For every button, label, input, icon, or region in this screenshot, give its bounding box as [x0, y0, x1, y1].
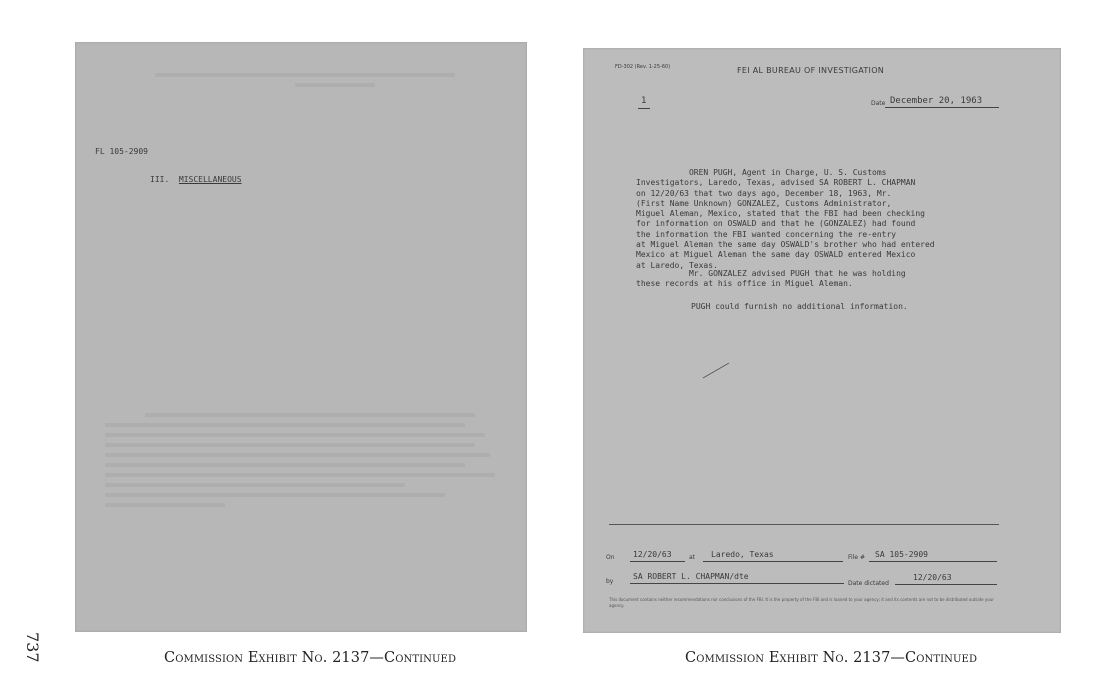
- section-title: MISCELLANEOUS: [178, 175, 242, 184]
- underline: [885, 107, 999, 108]
- underline: [630, 561, 685, 562]
- interview-location: Laredo, Texas: [711, 550, 774, 559]
- date-label: Date: [871, 100, 886, 107]
- page-number: 737: [23, 632, 42, 663]
- report-paragraph-3: PUGH could furnish no additional information.: [691, 302, 908, 311]
- section-heading: [150, 175, 242, 184]
- report-paragraph-1: OREN PUGH, Agent in Charge, U. S. Customs Investigators, Laredo, Texas, advised SA ROBERT L. CHAPMAN on 12/20/63 that two days ago, December 18, 1963, Mr. (First Name Unknown) GONZALEZ, Customs Administrator, Miguel Aleman, Mexico, stated that the FBI had been checking for information on OSWALD and that he (GONZALEZ) had found the information the FBI wanted concerning the re-entry at Miguel Aleman the same day OSWALD's brother who had entered Mexico at Miguel Aleman the same day OSWALD entered Mexico at Laredo, Texas.: [636, 168, 935, 270]
- date-value: December 20, 1963: [890, 96, 983, 106]
- disclaimer: This document contains neither recommendations nor conclusions of the FBI. It is the property of the FBI and is loaned to your agency; it and its contents are not to be distributed outside your agency.: [609, 597, 994, 608]
- left-document-page: [75, 42, 527, 632]
- underline: [630, 583, 844, 584]
- file-label: File #: [848, 554, 865, 561]
- interview-date: 12/20/63: [633, 550, 672, 559]
- footer-rule: [609, 524, 999, 525]
- date-dictated-label: Date dictated: [848, 580, 889, 587]
- section-number: III.: [150, 175, 170, 184]
- underline: [703, 561, 843, 562]
- date-dictated-value: 12/20/63: [913, 573, 952, 582]
- pen-mark: [701, 360, 731, 380]
- bleed-through-text-bottom: [105, 407, 505, 513]
- bleed-through-text: [155, 67, 555, 93]
- on-label: On: [606, 554, 615, 561]
- at-label: at: [689, 554, 696, 561]
- caption-left: Commission Exhibit No. 2137—Continued: [164, 650, 457, 666]
- underline: [895, 584, 997, 585]
- by-label: by: [606, 578, 614, 585]
- underline: [638, 108, 650, 109]
- agent-name: SA ROBERT L. CHAPMAN/dte: [633, 572, 749, 581]
- page-number-field: 1: [641, 96, 647, 106]
- underline: [869, 561, 997, 562]
- file-number-value: SA 105-2909: [875, 550, 928, 559]
- agency-header: FEI AL BUREAU OF INVESTIGATION: [737, 66, 885, 75]
- file-number: FL 105-2909: [95, 147, 148, 156]
- form-number: FD-302 (Rev. 1-25-60): [615, 64, 671, 70]
- report-paragraph-2: Mr. GONZALEZ advised PUGH that he was holding these records at his office in Miguel Aleman.: [636, 269, 906, 289]
- caption-right: Commission Exhibit No. 2137—Continued: [685, 650, 978, 666]
- right-document-page: [583, 48, 1061, 633]
